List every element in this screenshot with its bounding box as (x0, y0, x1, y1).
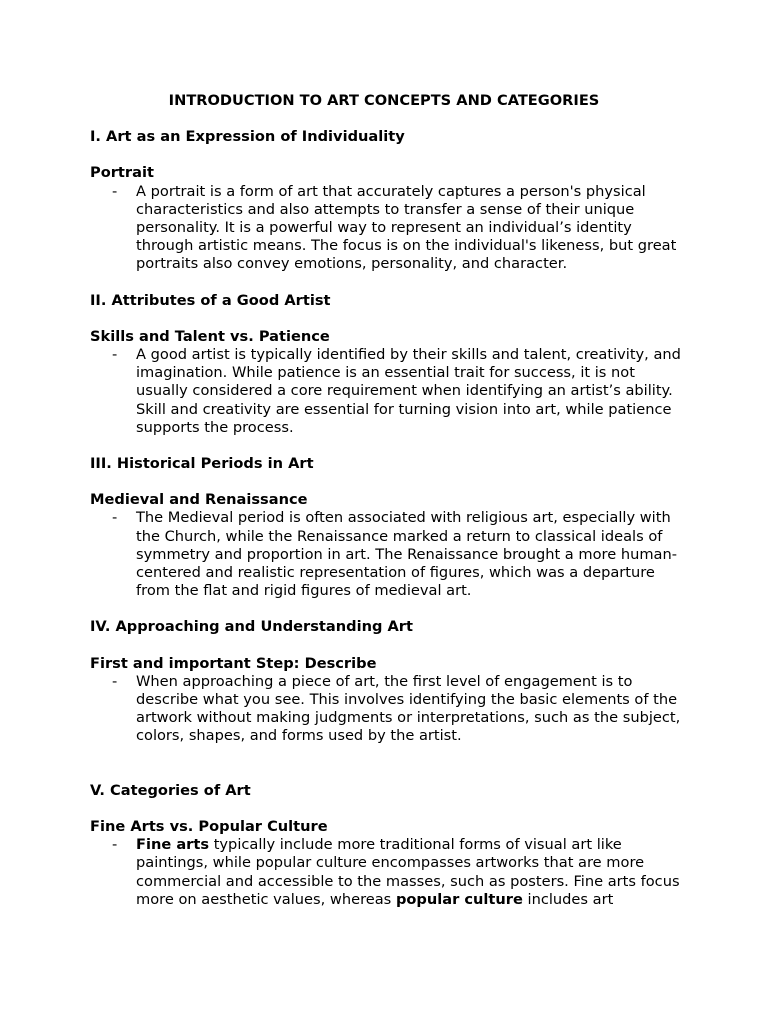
subheading-describe: First and important Step: Describe (90, 654, 377, 672)
subheading-fine-arts: Fine Arts vs. Popular Culture (90, 817, 328, 835)
bold-term-fine-arts: Fine arts (136, 836, 210, 854)
subheading-portrait: Portrait (90, 164, 154, 182)
section-heading-2: II. Attributes of a Good Artist (90, 291, 331, 309)
dash-marker: - (112, 182, 118, 200)
bullet-portrait (90, 183, 690, 274)
bullet-skills (90, 346, 690, 437)
section-heading-1: I. Art as an Expression of Individuality (90, 128, 405, 146)
document-page (90, 92, 690, 927)
spacer (90, 764, 690, 782)
document-title: INTRODUCTION TO ART CONCEPTS AND CATEGORIES (168, 92, 600, 109)
section-heading-3: III. Historical Periods in Art (90, 455, 314, 473)
bullet-text: A portrait is a form of art that accurately captures a person's physical characteristics and also attempts to transfer a sense of their unique personality. It is a powerful way to represent an individual’s identity through artistic means. The focus is on the individual's likeness, but great portraits also convey emotions, personality, and character. (136, 182, 677, 273)
bullet-describe (90, 673, 690, 746)
section-heading-4: IV. Approaching and Understanding Art (90, 618, 413, 636)
dash-marker: - (112, 509, 118, 527)
bold-term-popular-culture: popular culture (395, 890, 523, 908)
subheading-skills: Skills and Talent vs. Patience (90, 327, 330, 345)
dash-marker: - (112, 836, 118, 854)
bullet-text-part: includes art (522, 890, 614, 908)
dash-marker: - (112, 346, 118, 364)
bullet-text: The Medieval period is often associated with religious art, especially with the Church, while the Renaissance marked a return to classical ideals of symmetry and proportion in art. The Renaissance brought a more human-centered and realistic representation of figures, which was a departure from the flat and rigid figures of medieval art. (136, 509, 678, 600)
bullet-text-part: typically include more traditional forms of visual art like paintings, while popular culture encompasses artworks that are more commercial and accessible to the masses, such as posters. Fine arts focus more on aesthetic values, whereas (136, 836, 680, 908)
bullet-text: A good artist is typically identified by their skills and talent, creativity, and imagination. While patience is an essential trait for success, it is not usually considered a core requirement when identifying an artist’s ability. Skill and creativity are essential for turning vision into art, while patience supports the process. (136, 346, 681, 436)
bullet-fine-arts (90, 836, 690, 909)
bullet-text (136, 836, 690, 909)
bullet-medieval (90, 509, 690, 600)
section-heading-5: V. Categories of Art (90, 781, 251, 799)
bullet-text: When approaching a piece of art, the first level of engagement is to describe what you see. This involves identifying the basic elements of the artwork without making judgments or interpretations, such as the subject, colors, shapes, and forms used by the artist. (136, 672, 681, 745)
subheading-medieval: Medieval and Renaissance (90, 491, 308, 509)
dash-marker: - (112, 672, 118, 690)
